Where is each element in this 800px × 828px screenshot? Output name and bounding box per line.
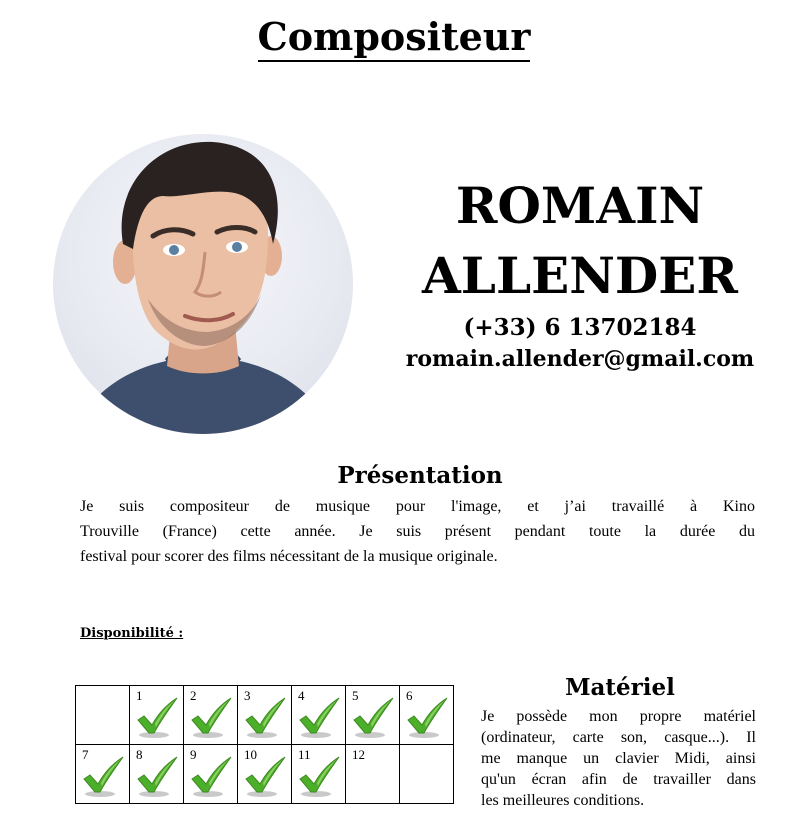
email-address: romain.allender@gmail.com: [405, 346, 755, 372]
calendar-day-number: 8: [136, 747, 143, 762]
checkmark-icon: [134, 753, 180, 799]
materiel-line: (ordinateur, carte son, casque...). Il: [481, 729, 756, 746]
materiel-line: qu'un écran afin de travailler dans: [481, 771, 756, 788]
checkmark-icon: [350, 694, 396, 740]
calendar-day-number: 7: [82, 747, 89, 762]
checkmark-icon: [242, 753, 288, 799]
checkmark-icon: [404, 694, 450, 740]
first-name: ROMAIN: [455, 176, 705, 235]
calendar-day-number: 3: [244, 688, 251, 703]
calendar-cell: [292, 686, 346, 745]
presentation-line: Je suis compositeur de musique pour l'image, et j’ai travaillé à Kino: [80, 498, 755, 515]
calendar-day-number: 12: [352, 747, 365, 762]
calendar-cell: [346, 686, 400, 745]
materiel-line: Je possède mon propre matériel: [481, 708, 756, 725]
calendar-cell: [346, 745, 400, 804]
last-name: ALLENDER: [422, 246, 738, 305]
materiel-text: [481, 706, 756, 811]
checkmark-icon: [242, 694, 288, 740]
calendar-cell: [238, 745, 292, 804]
presentation-text: [80, 494, 755, 569]
calendar-day-number: 1: [136, 688, 143, 703]
calendar-cell: [400, 686, 454, 745]
materiel-heading: Matériel: [565, 674, 675, 701]
presentation-heading: Présentation: [337, 462, 503, 489]
availability-label: Disponibilité :: [80, 626, 184, 641]
phone-number: (+33) 6 13702184: [463, 314, 697, 341]
calendar-day-number: 6: [406, 688, 413, 703]
calendar-day-number: 2: [190, 688, 197, 703]
checkmark-icon: [134, 694, 180, 740]
materiel-line: me manque un clavier Midi, ainsi: [481, 750, 756, 767]
calendar-day-number: 4: [298, 688, 305, 703]
calendar-cell: [76, 745, 130, 804]
portrait-illustration: [53, 134, 353, 434]
checkmark-icon: [188, 753, 234, 799]
calendar-row: [76, 745, 454, 804]
profile-photo: [53, 134, 353, 434]
calendar-day-number: 9: [190, 747, 197, 762]
calendar-day-number: 10: [244, 747, 257, 762]
checkmark-icon: [188, 694, 234, 740]
calendar-cell: [130, 745, 184, 804]
calendar-cell: [400, 745, 454, 804]
checkmark-icon: [296, 753, 342, 799]
calendar-cell: [184, 745, 238, 804]
presentation-line: Trouville (France) cette année. Je suis présent pendant toute la durée du: [80, 523, 755, 540]
calendar-cell: [184, 686, 238, 745]
checkmark-icon: [80, 753, 126, 799]
calendar-cell: [292, 745, 346, 804]
materiel-line: les meilleures conditions.: [481, 792, 645, 809]
page-title: Compositeur: [0, 14, 788, 59]
calendar-day-number: 11: [298, 747, 311, 762]
calendar-row: [76, 686, 454, 745]
presentation-line: festival pour scorer des films nécessitant de la musique originale.: [80, 548, 498, 565]
checkmark-icon: [296, 694, 342, 740]
calendar-cell: [238, 686, 292, 745]
calendar-cell: [130, 686, 184, 745]
calendar-cell: [76, 686, 130, 745]
calendar-day-number: 5: [352, 688, 359, 703]
availability-calendar: [75, 685, 454, 804]
